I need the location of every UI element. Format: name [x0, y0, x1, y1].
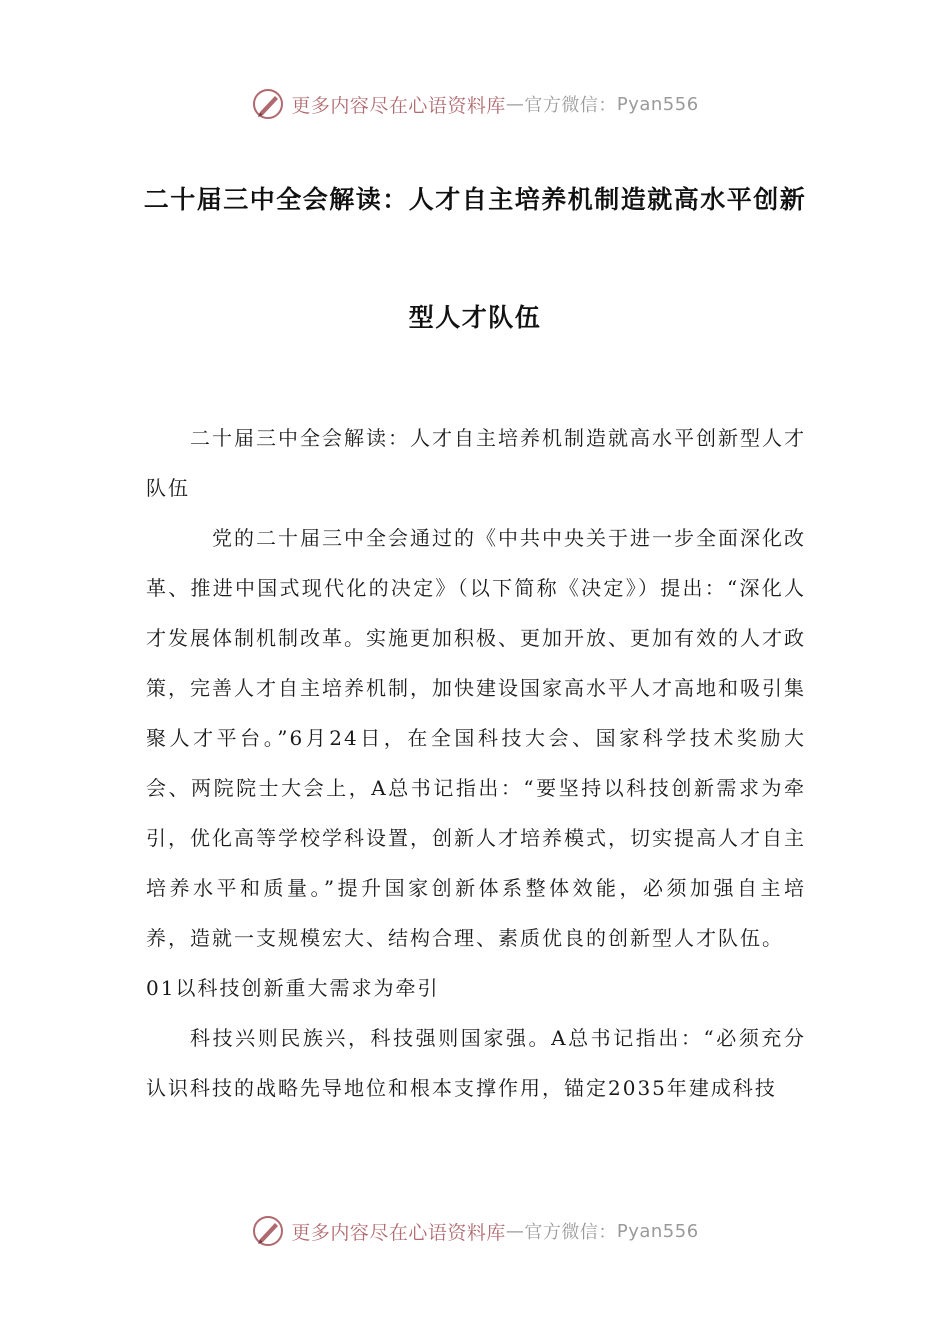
section-heading-01: 01以科技创新重大需求为牵引 — [146, 976, 440, 1000]
watermark-wechat-label: 官方微信： — [524, 95, 617, 116]
paragraph-subtitle: 二十届三中全会解读：人才自主培养机制造就高水平创新型人才队伍 — [146, 426, 806, 500]
watermark-wechat-label: 官方微信： — [524, 1222, 617, 1243]
watermark-wechat-id: Pyan556 — [616, 1220, 699, 1242]
paragraph-intro: 党的二十届三中全会通过的《中共中央关于进一步全面深化改革、推进中国式现代化的决定》（以下简称《决定》）提出：“深化人才发展体制机制改革。实施更加积极、更加开放、更加有效的人才政策，完善人才自主培养机制，加快建设国家高水平人才高地和吸引集聚人才平台。”6月24日，在全国科技大会、国家科学技术奖励大会、两院院士大会上，A总书记指出：“要坚持以科技创新需求为牵引，优化高等学校学科设置，创新人才培养模式，切实提高人才自主培养水平和质量。”提升国家创新体系整体效能，必须加强自主培养，造就一支规模宏大、结构合理、素质优良的创新型人才队伍。 — [146, 526, 806, 950]
watermark-wechat-id: Pyan556 — [616, 93, 699, 115]
document-title-line-1: 二十届三中全会解读：人才自主培养机制造就高水平创新 — [143, 185, 807, 214]
watermark-site-text: 更多内容尽在心语资料库 — [291, 94, 506, 117]
paragraph-section-01: 科技兴则民族兴，科技强则国家强。A总书记指出：“必须充分认识科技的战略先导地位和根本支撑作用，锚定2035年建成科技 — [146, 1026, 806, 1100]
watermark-dash: — — [505, 93, 525, 115]
watermark-site-text: 更多内容尽在心语资料库 — [291, 1221, 506, 1244]
document-body — [146, 413, 806, 1113]
watermark-banner-bottom — [0, 1211, 950, 1251]
document-title-line-2: 型人才队伍 — [408, 303, 542, 332]
pen-circle-logo-icon — [251, 1214, 285, 1248]
watermark-dash: — — [505, 1220, 525, 1242]
pen-circle-logo-icon — [251, 87, 285, 121]
watermark-banner-top — [0, 84, 950, 124]
